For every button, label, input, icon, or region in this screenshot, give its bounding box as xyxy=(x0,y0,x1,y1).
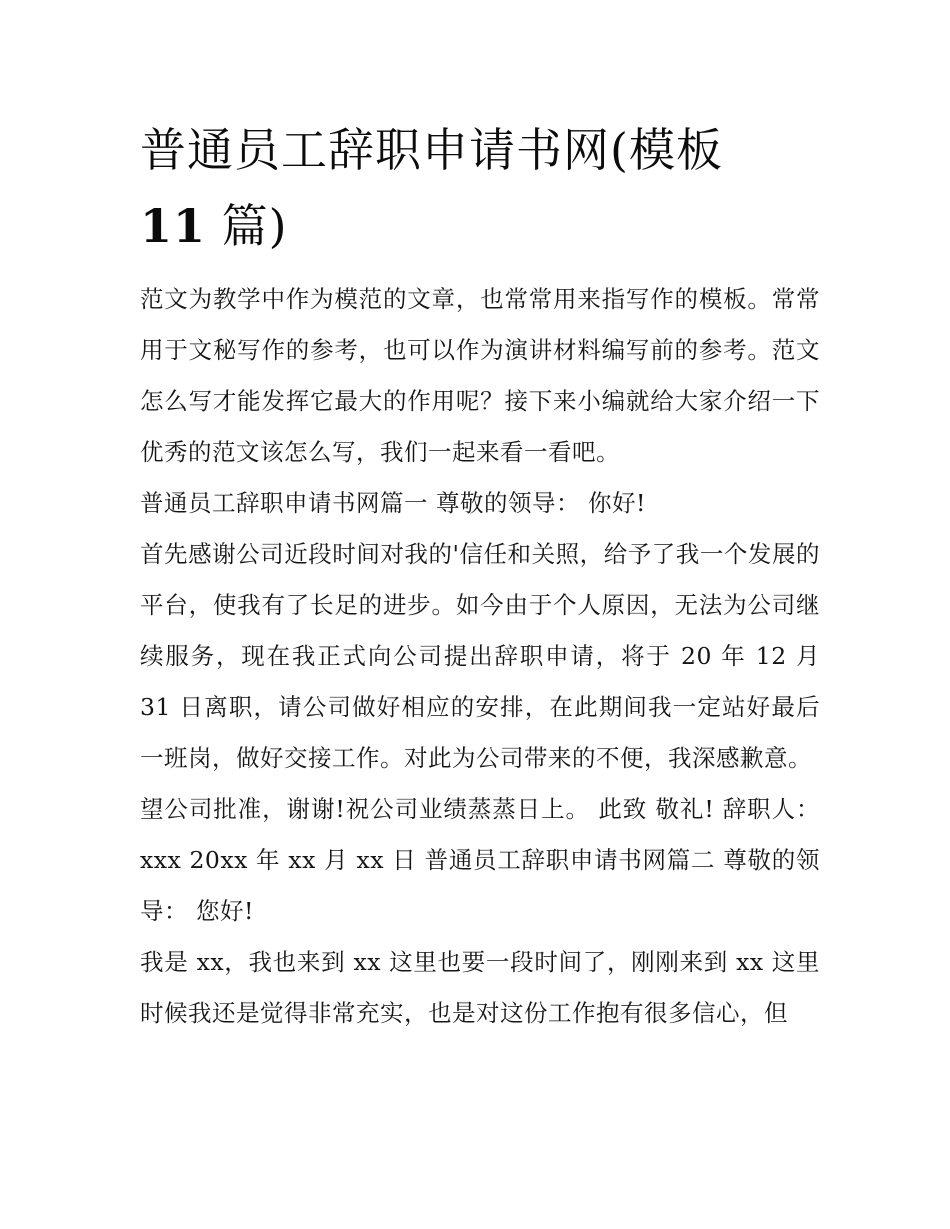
document-title xyxy=(140,112,820,264)
title-line-1: 普通员工辞职申请书网(模板 xyxy=(140,123,723,177)
title-line-2: 篇) xyxy=(206,199,288,253)
letter-one-body: 首先感谢公司近段时间对我的'信任和关照，给予了我一个发展的平台，使我有了长足的进步。如今由于个人原因，无法为公司继续服务，现在我正式向公司提出辞职申请，将于 20 年 12 月 31 日离职，请公司做好相应的安排，在此期间我一定站好最后一班岗，做好交接工作。对此为公司带来的不便，我深感歉意。 xyxy=(140,540,820,772)
letter-one-closing: 望公司批准，谢谢!祝公司业绩蒸蒸日上。 此致 敬礼! 辞职人：xxx 20xx 年 xx 月 xx 日 普通员工辞职申请书网篇二 尊敬的领导： 您好! xyxy=(140,795,820,925)
document-body xyxy=(140,112,820,1039)
title-number: 11 xyxy=(140,199,207,253)
intro-paragraph: 范文为教学中作为模范的文章，也常常用来指写作的模板。常常用于文秘写作的参考，也可以作为演讲材料编写前的参考。范文怎么写才能发挥它最大的作用呢？接下来小编就给大家介绍一下优秀的范文该怎么写，我们一起来看一看吧。 xyxy=(140,285,820,466)
letter-two-body: 我是 xx，我也来到 xx 这里也要一段时间了，刚刚来到 xx 这里时候我还是觉得非常充实，也是对这份工作抱有很多信心，但 xyxy=(140,948,820,1027)
letter-one-heading: 普通员工辞职申请书网篇一 尊敬的领导： 你好! xyxy=(140,489,646,517)
